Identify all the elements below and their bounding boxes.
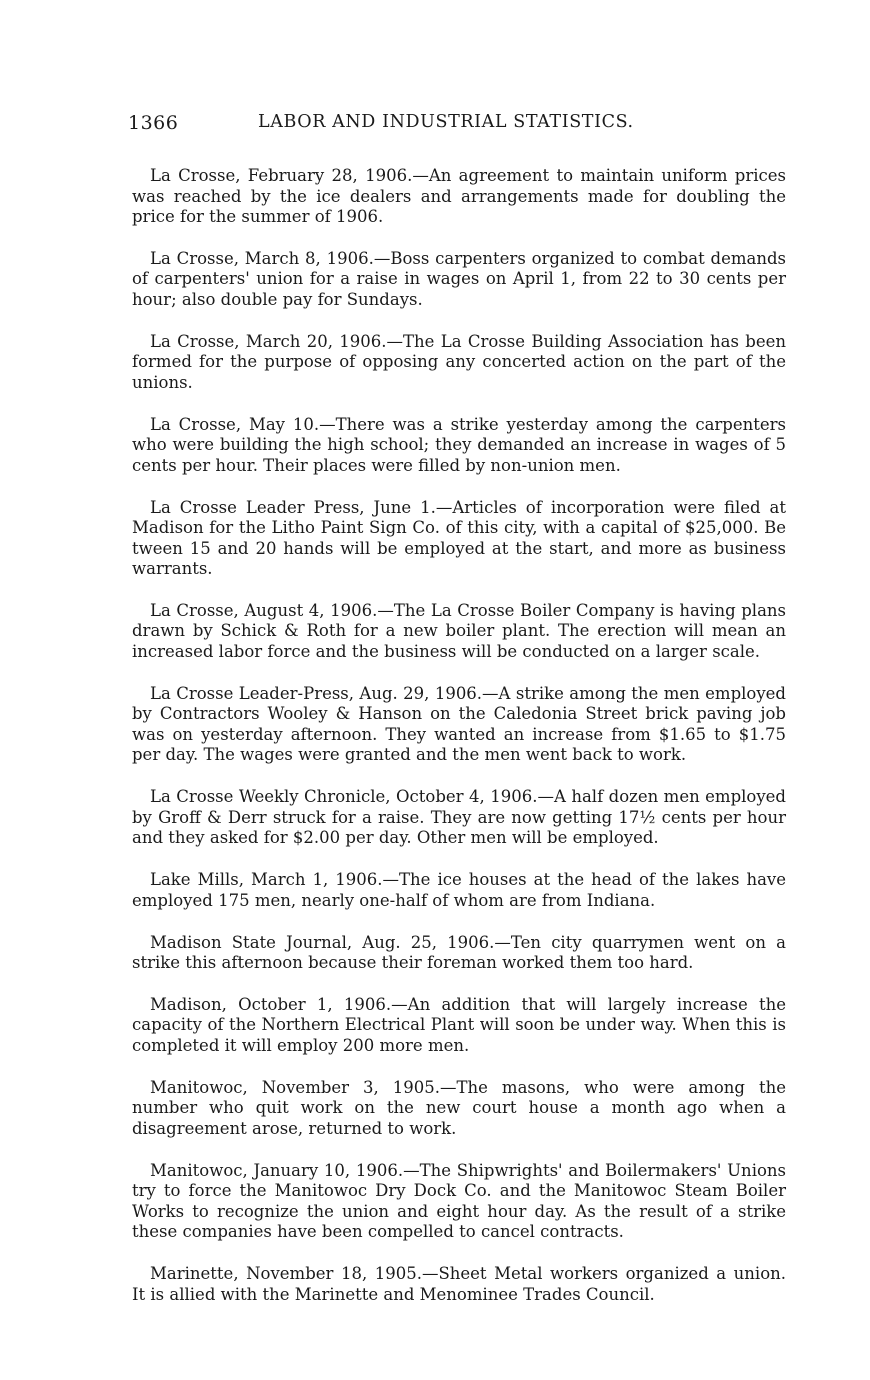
news-entry: La Crosse Leader-Press, Aug. 29, 1906.—A strike among the men employed by Contractors Wooley & Hanson on the Caledonia Street brick paving job was on yesterday afternoon. They wanted an increase from $1.65 to $1.75 per day. The wages were granted and the men went back to work. [132, 683, 786, 765]
news-entries [132, 166, 786, 1305]
news-entry: Marinette, November 18, 1905.—Sheet Metal workers organized a union. It is allied with the Marinette and Menominee Trades Council. [132, 1264, 786, 1304]
page-header [128, 112, 788, 140]
news-entry: La Crosse, August 4, 1906.—The La Crosse Boiler Company is having plans drawn by Schick & Roth for a new boiler plant. The erection will mean an increased labor force and the business will be conducted on a larger scale. [132, 600, 786, 661]
news-entry: La Crosse Leader Press, June 1.—Articles of incorporation were filed at Madison for the Litho Paint Sign Co. of this city, with a capital of $25,000. Be tween 15 and 20 hands will be employed at the start, and more as business warrants. [132, 497, 786, 579]
news-entry: Manitowoc, November 3, 1905.—The masons, who were among the number who quit work on the new court house a month ago when a disagreement arose, returned to work. [132, 1077, 786, 1138]
news-entry: La Crosse, March 8, 1906.—Boss carpenters organized to combat demands of carpenters' union for a raise in wages on April 1, from 22 to 30 cents per hour; also double pay for Sundays. [132, 248, 786, 309]
news-entry: La Crosse Weekly Chronicle, October 4, 1906.—A half dozen men employed by Groff & Derr struck for a raise. They are now getting 17½ cents per hour and they asked for $2.00 per day. Other men will be employed. [132, 787, 786, 848]
news-entry: Madison, October 1, 1906.—An addition that will largely increase the capacity of the Northern Electrical Plant will soon be under way. When this is completed it will employ 200 more men. [132, 994, 786, 1055]
news-entry: Manitowoc, January 10, 1906.—The Shipwrights' and Boilermakers' Unions try to force the Manitowoc Dry Dock Co. and the Manitowoc Steam Boiler Works to recognize the union and eight hour day. As the result of a strike these companies have been compelled to cancel contracts. [132, 1160, 786, 1242]
page-number: 1366 [128, 112, 179, 134]
news-entry: La Crosse, May 10.—There was a strike yesterday among the carpenters who were building the high school; they demanded an increase in wages of 5 cents per hour. Their places were filled by non-union men. [132, 414, 786, 475]
running-title: LABOR AND INDUSTRIAL STATISTICS. [258, 112, 634, 132]
news-entry: Madison State Journal, Aug. 25, 1906.—Ten city quarrymen went on a strike this afternoon because their foreman worked them too hard. [132, 932, 786, 973]
news-entry: Lake Mills, March 1, 1906.—The ice houses at the head of the lakes have employed 175 men, nearly one-half of whom are from Indiana. [132, 870, 786, 910]
news-entry: La Crosse, February 28, 1906.—An agreement to maintain uniform prices was reached by the ice dealers and arrangements made for doubling the price for the summer of 1906. [132, 166, 786, 226]
news-entry: La Crosse, March 20, 1906.—The La Crosse Building Association has been formed for the purpose of opposing any concerted action on the part of the unions. [132, 331, 786, 392]
